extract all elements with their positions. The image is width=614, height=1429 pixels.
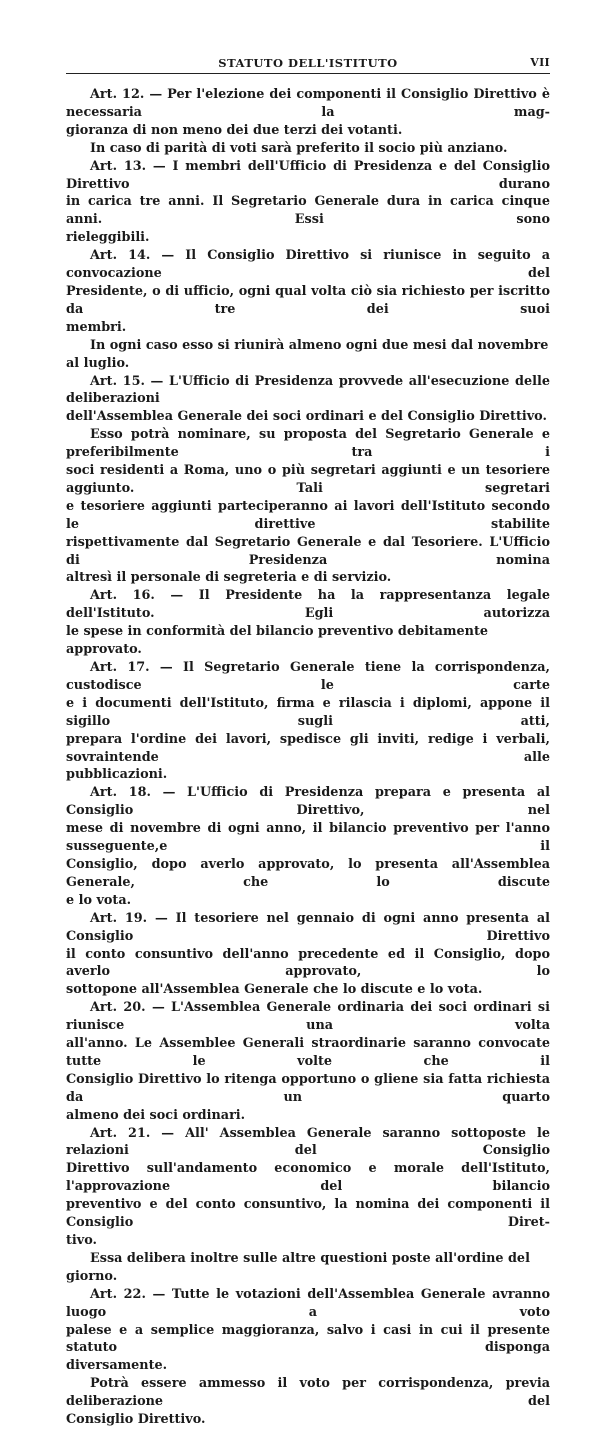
text-line: sottopone all'Assemblea Generale che lo discute e lo vota.	[66, 982, 483, 998]
text-line: rieleggibili.	[66, 230, 150, 246]
text-line: dell'Assemblea Generale dei soci ordinari e del Consiglio Direttivo.	[66, 409, 547, 425]
text-line: Art. 16. — Il Presidente ha la rappresentanza legale dell'Istituto. Egli autorizza	[66, 588, 550, 622]
text-line: In caso di parità di voti sarà preferito il socio più anziano.	[90, 140, 508, 156]
text-line: Art. 14. — Il Consiglio Direttivo si riunisce in seguito a convocazione del	[66, 248, 550, 282]
text-line: Art. 22. — Tutte le votazioni dell'Assemblea Generale avranno luogo a voto	[66, 1286, 550, 1320]
text-line: Art. 19. — Il tesoriere nel gennaio di ogni anno presenta al Consiglio Direttivo	[66, 910, 550, 944]
text-line: palese e a semplice maggioranza, salvo i casi in cui il presente statuto disponga	[66, 1322, 550, 1356]
text-line: Direttivo sull'andamento economico e morale dell'Istituto, l'approvazione del bilancio	[66, 1161, 550, 1195]
text-line: membri.	[66, 319, 127, 335]
page-number: VII	[530, 56, 550, 69]
text-line: Presidente, o di ufficio, ogni qual volta ciò sia richiesto per iscritto da tre dei suoi	[66, 283, 550, 317]
text-line: Art. 17. — Il Segretario Generale tiene la corrispondenza, custodisce le carte	[66, 660, 550, 693]
statute-text	[66, 86, 550, 1429]
text-line: Art. 20. — L'Assemblea Generale ordinaria dei soci ordinari si riunisce una volta	[66, 1000, 550, 1034]
text-line: Art. 13. — I membri dell'Ufficio di Presidenza e del Consiglio Direttivo durano	[66, 158, 550, 192]
text-line: In ogni caso esso si riunirà almeno ogni due mesi dal novembre al luglio.	[66, 337, 549, 371]
text-line: e tesoriere aggiunti parteciperanno ai lavori dell'Istituto secondo le direttive stabilite	[66, 498, 550, 532]
text-line: e lo vota.	[66, 892, 132, 908]
text-line: almeno dei soci ordinari.	[66, 1107, 246, 1123]
text-line: rispettivamente dal Segretario Generale e dal Tesoriere. L'Ufficio di Presidenza nomina	[66, 534, 550, 568]
text-line: in carica tre anni. Il Segretario Generale dura in carica cinque anni. Essi sono	[66, 194, 550, 228]
text-line: Art. 21. — All' Assemblea Generale saranno sottoposte le relazioni del Consiglio	[66, 1125, 550, 1159]
text-line: Essa delibera inoltre sulle altre questioni poste all'ordine del giorno.	[66, 1250, 530, 1284]
text-line: Esso potrà nominare, su proposta del Segretario Generale e preferibilmente tra i	[66, 427, 550, 461]
text-line: gioranza di non meno dei due terzi dei votanti.	[66, 122, 403, 138]
text-line: Consiglio, dopo averlo approvato, lo presenta all'Assemblea Generale, che lo discute	[66, 856, 550, 890]
text-line: Potrà essere ammesso il voto per corrispondenza, previa deliberazione del	[66, 1376, 550, 1410]
running-header	[66, 54, 550, 74]
text-line: le spese in conformità del bilancio preventivo debitamente approvato.	[66, 624, 489, 658]
text-line: diversamente.	[66, 1358, 168, 1374]
text-line: soci residenti a Roma, uno o più segretari aggiunti e un tesoriere aggiunto. Tali segretari	[66, 463, 550, 496]
header-rule	[66, 73, 550, 74]
text-line: altresì il personale di segreteria e di servizio.	[66, 570, 392, 586]
header-title: STATUTO DELL'ISTITUTO	[218, 56, 398, 70]
text-line: prepara l'ordine dei lavori, spedisce gli inviti, redige i verbali, sovraintende alle	[66, 731, 550, 765]
text-line: e i documenti dell'Istituto, firma e rilascia i diplomi, appone il sigillo sugli atti,	[66, 695, 550, 729]
text-line: all'anno. Le Assemblee Generali straordinarie saranno convocate tutte le volte che il	[66, 1036, 550, 1069]
text-line: il conto consuntivo dell'anno precedente ed il Consiglio, dopo averlo approvato, lo	[66, 946, 550, 980]
text-line: Art. 15. — L'Ufficio di Presidenza provvede all'esecuzione delle deliberazioni	[66, 373, 550, 407]
text-line: mese di novembre di ogni anno, il bilancio preventivo per l'anno susseguente,e il	[66, 821, 550, 855]
text-line: Art. 12. — Per l'elezione dei componenti il Consiglio Direttivo è necessaria la mag-	[66, 87, 550, 120]
text-line: Art. 18. — L'Ufficio di Presidenza prepara e presenta al Consiglio Direttivo, nel	[66, 785, 550, 819]
text-line: tivo.	[66, 1233, 97, 1248]
text-line: preventivo e del conto consuntivo, la nomina dei componenti il Consiglio Diret-	[66, 1197, 550, 1231]
text-line: Consiglio Direttivo.	[66, 1412, 206, 1428]
text-line: pubblicazioni.	[66, 767, 168, 783]
text-line: Consiglio Direttivo lo ritenga opportuno o gliene sia fatta richiesta da un quarto	[66, 1071, 550, 1105]
